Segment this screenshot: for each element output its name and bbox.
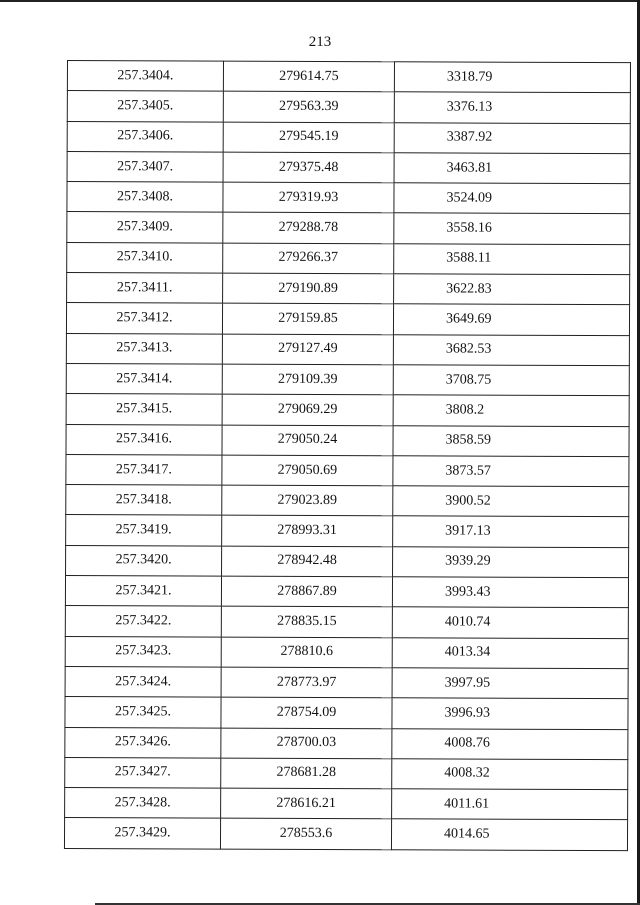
- table-row: [67, 121, 630, 153]
- point-id-cell: 257.3426.: [65, 727, 221, 758]
- point-id-cell: 257.3416.: [66, 424, 222, 455]
- y-coordinate-cell: 4014.65: [391, 819, 627, 850]
- x-coordinate-cell: 278681.28: [221, 758, 392, 789]
- y-coordinate-cell: 3588.11: [394, 244, 630, 275]
- point-id-cell: 257.3404.: [67, 61, 223, 92]
- point-id-cell: 257.3419.: [66, 515, 222, 546]
- point-id-cell: 257.3427.: [65, 757, 221, 788]
- table-row: [65, 636, 628, 668]
- point-id-cell: 257.3429.: [64, 818, 220, 849]
- x-coordinate-cell: 279563.39: [223, 91, 394, 122]
- y-coordinate-cell: 3873.57: [393, 456, 629, 487]
- table-row: [67, 61, 630, 93]
- point-id-cell: 257.3407.: [67, 151, 223, 182]
- y-coordinate-cell: 4008.76: [392, 728, 628, 759]
- y-coordinate-cell: 3649.69: [393, 304, 629, 335]
- x-coordinate-cell: 279266.37: [223, 243, 394, 274]
- y-coordinate-cell: 3708.75: [393, 365, 629, 396]
- y-coordinate-cell: 3917.13: [393, 516, 629, 547]
- table-row: [66, 485, 629, 517]
- table-row: [67, 91, 630, 123]
- point-id-cell: 257.3424.: [65, 666, 221, 697]
- y-coordinate-cell: 3463.81: [394, 153, 630, 184]
- x-coordinate-cell: 278553.6: [220, 819, 391, 850]
- x-coordinate-cell: 279050.69: [222, 455, 393, 486]
- point-id-cell: 257.3418.: [66, 485, 222, 516]
- table-row: [66, 363, 629, 395]
- point-id-cell: 257.3425.: [65, 697, 221, 728]
- coordinates-table-body: [64, 61, 630, 851]
- x-coordinate-cell: 278867.89: [221, 576, 392, 607]
- coordinates-table-container: [64, 60, 575, 851]
- x-coordinate-cell: 278754.09: [221, 697, 392, 728]
- point-id-cell: 257.3417.: [66, 454, 222, 485]
- x-coordinate-cell: 278810.6: [221, 637, 392, 668]
- x-coordinate-cell: 278835.15: [221, 606, 392, 637]
- y-coordinate-cell: 3858.59: [393, 425, 629, 456]
- y-coordinate-cell: 3993.43: [392, 577, 628, 608]
- x-coordinate-cell: 279288.78: [223, 213, 394, 244]
- x-coordinate-cell: 278773.97: [221, 667, 392, 698]
- y-coordinate-cell: 3900.52: [393, 486, 629, 517]
- x-coordinate-cell: 279375.48: [223, 152, 394, 183]
- table-row: [66, 545, 629, 577]
- y-coordinate-cell: 3808.2: [393, 395, 629, 426]
- y-coordinate-cell: 3622.83: [394, 274, 630, 305]
- point-id-cell: 257.3408.: [67, 182, 223, 213]
- x-coordinate-cell: 279190.89: [223, 273, 394, 304]
- point-id-cell: 257.3411.: [67, 273, 223, 304]
- y-coordinate-cell: 3524.09: [394, 183, 630, 214]
- page-number: 213: [308, 34, 332, 50]
- y-coordinate-cell: 4008.32: [392, 759, 628, 790]
- x-coordinate-cell: 279069.29: [222, 394, 393, 425]
- table-row: [67, 151, 630, 183]
- y-coordinate-cell: 3996.93: [392, 698, 628, 729]
- x-coordinate-cell: 279050.24: [222, 425, 393, 456]
- table-row: [66, 394, 629, 426]
- point-id-cell: 257.3420.: [66, 545, 222, 576]
- scan-border-top: [0, 0, 640, 2]
- table-row: [66, 333, 629, 365]
- x-coordinate-cell: 279319.93: [223, 182, 394, 213]
- y-coordinate-cell: 3682.53: [393, 334, 629, 365]
- y-coordinate-cell: 3939.29: [393, 547, 629, 578]
- table-row: [67, 182, 630, 214]
- point-id-cell: 257.3410.: [67, 242, 223, 273]
- x-coordinate-cell: 278942.48: [222, 546, 393, 577]
- x-coordinate-cell: 279545.19: [223, 122, 394, 153]
- table-row: [64, 818, 627, 850]
- table-row: [66, 454, 629, 486]
- table-row: [66, 515, 629, 547]
- table-row: [65, 666, 628, 698]
- x-coordinate-cell: 279127.49: [222, 334, 393, 365]
- y-coordinate-cell: 3376.13: [394, 92, 630, 123]
- point-id-cell: 257.3421.: [65, 576, 221, 607]
- y-coordinate-cell: 4013.34: [392, 637, 628, 668]
- point-id-cell: 257.3413.: [66, 333, 222, 364]
- point-id-cell: 257.3422.: [65, 606, 221, 637]
- table-row: [65, 788, 628, 820]
- y-coordinate-cell: 3318.79: [394, 62, 630, 93]
- point-id-cell: 257.3409.: [67, 212, 223, 243]
- x-coordinate-cell: 278700.03: [221, 728, 392, 759]
- y-coordinate-cell: 3387.92: [394, 122, 630, 153]
- point-id-cell: 257.3412.: [66, 303, 222, 334]
- point-id-cell: 257.3406.: [67, 121, 223, 152]
- coordinates-table: [64, 60, 631, 851]
- x-coordinate-cell: 279023.89: [222, 485, 393, 516]
- y-coordinate-cell: 3997.95: [392, 668, 628, 699]
- x-coordinate-cell: 279159.85: [222, 303, 393, 334]
- point-id-cell: 257.3423.: [65, 636, 221, 667]
- y-coordinate-cell: 4010.74: [392, 607, 628, 638]
- table-row: [65, 697, 628, 729]
- x-coordinate-cell: 279614.75: [223, 61, 394, 92]
- table-row: [67, 212, 630, 244]
- table-row: [65, 606, 628, 638]
- x-coordinate-cell: 278616.21: [221, 788, 392, 819]
- table-row: [65, 757, 628, 789]
- table-row: [65, 727, 628, 759]
- table-row: [66, 424, 629, 456]
- table-row: [66, 303, 629, 335]
- point-id-cell: 257.3415.: [66, 394, 222, 425]
- table-row: [67, 273, 630, 305]
- table-row: [67, 242, 630, 274]
- point-id-cell: 257.3405.: [67, 91, 223, 122]
- y-coordinate-cell: 4011.61: [392, 789, 628, 820]
- point-id-cell: 257.3414.: [66, 363, 222, 394]
- point-id-cell: 257.3428.: [65, 788, 221, 819]
- x-coordinate-cell: 279109.39: [222, 364, 393, 395]
- x-coordinate-cell: 278993.31: [222, 516, 393, 547]
- y-coordinate-cell: 3558.16: [394, 213, 630, 244]
- table-row: [65, 576, 628, 608]
